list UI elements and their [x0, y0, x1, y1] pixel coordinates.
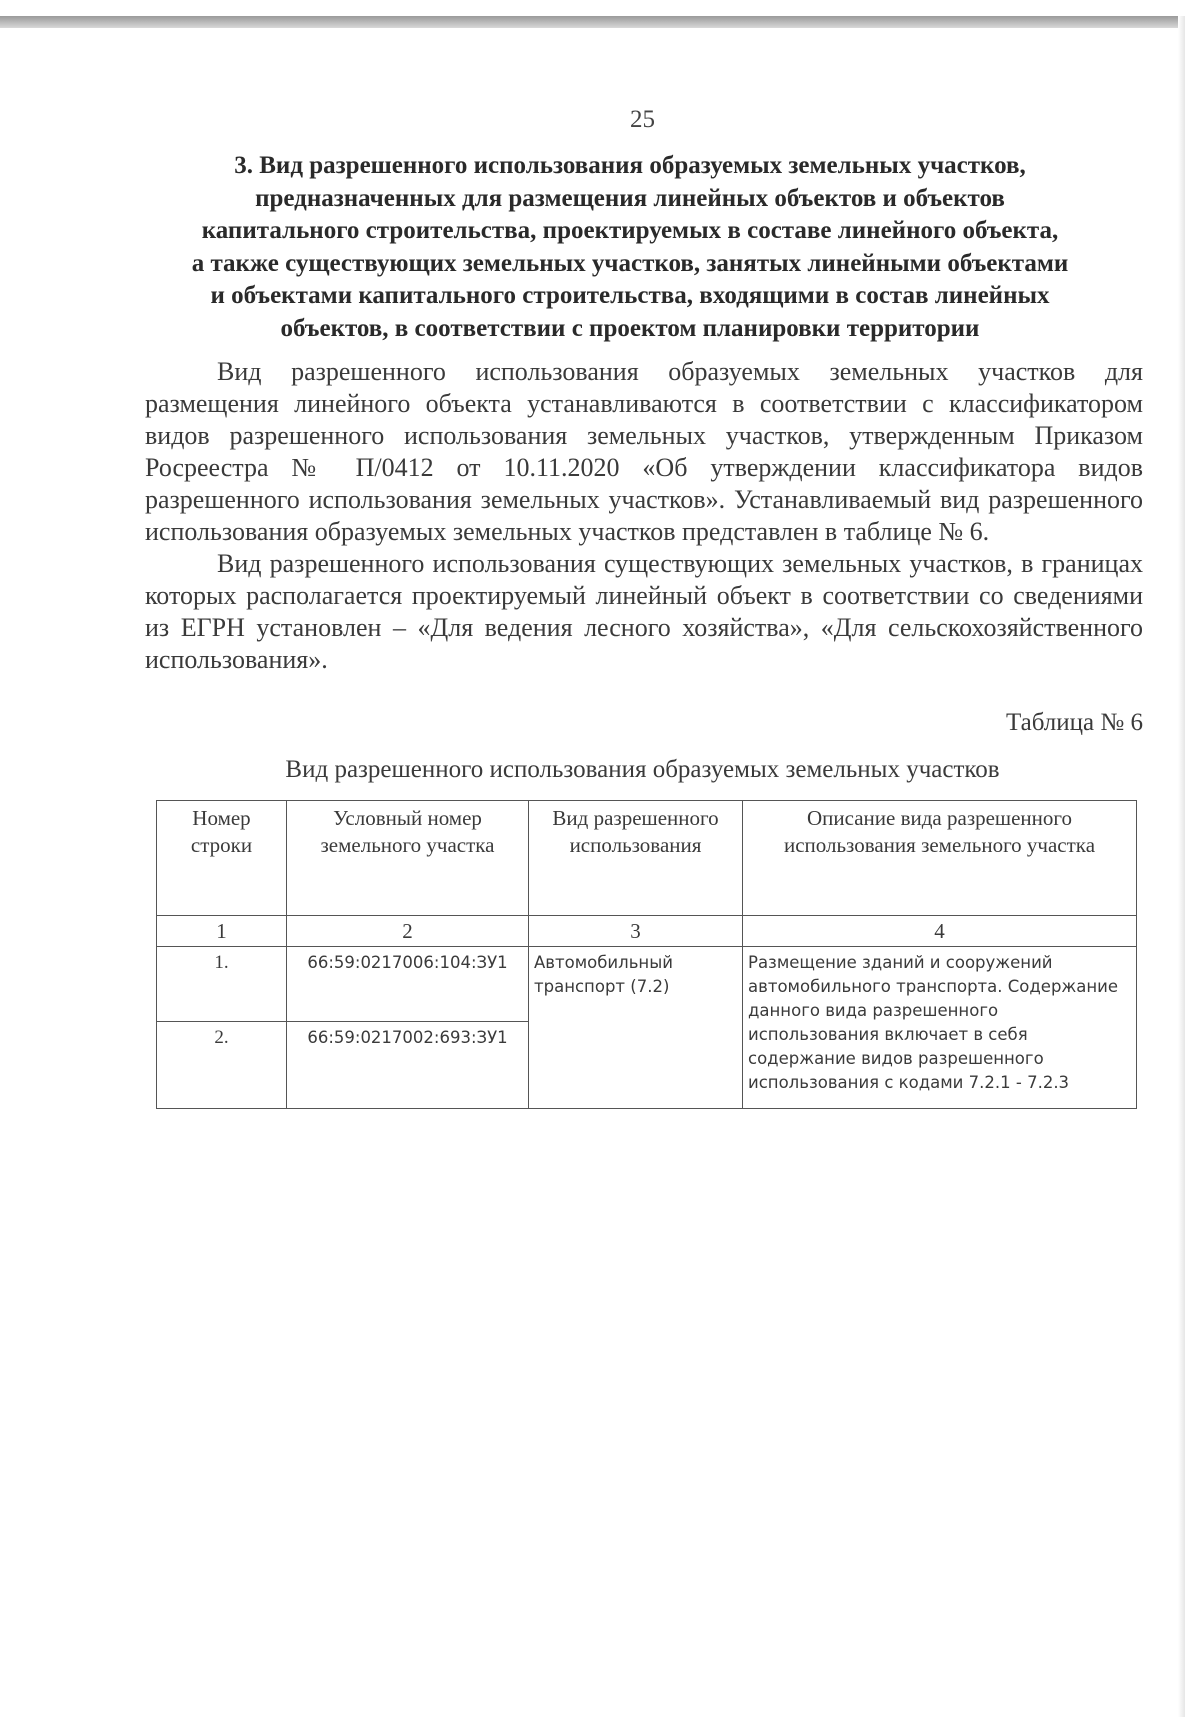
- column-number: 3: [529, 916, 743, 947]
- section-title-line: и объектами капитального строительства, входящими в состав линейных: [210, 282, 1050, 310]
- column-number-row: [157, 916, 1137, 947]
- scan-edge-right: [1178, 16, 1185, 1717]
- use-description-cell: Размещение зданий и сооружений автомобильного транспорта. Содержание данного вида разрешенного использования включает в себя содержание видов разрешенного использования с кодами 7.2.1 - 7.2.3: [743, 947, 1137, 1109]
- land-use-table: [156, 800, 1137, 1109]
- header-row-number: Номер строки: [157, 801, 287, 916]
- page-number: 25: [630, 106, 655, 133]
- header-use-description: Описание вида разрешенного использования земельного участка: [743, 801, 1137, 916]
- paragraph: Вид разрешенного использования существующих земельных участков, в границах которых располагается проектируемый линейный объект в соответствии со сведениями из ЕГРН установлен – «Для ведения лесного хозяйства», «Для сельскохозяйственного использования».: [145, 549, 1143, 674]
- section-title-line: а также существующих земельных участков, занятых линейными объектами: [191, 249, 1069, 277]
- parcel-number-cell: 66:59:0217006:104:ЗУ1: [287, 947, 529, 1022]
- parcel-number-cell: 66:59:0217002:693:ЗУ1: [287, 1022, 529, 1109]
- section-title-line: предназначенных для размещения линейных объектов и объектов: [255, 184, 1005, 212]
- table-header-row: [157, 801, 1137, 916]
- row-number-cell: 1.: [157, 947, 287, 1022]
- column-number: 2: [287, 916, 529, 947]
- section-title-line: 3. Вид разрешенного использования образуемых земельных участков,: [234, 152, 1026, 179]
- paragraph: Вид разрешенного использования образуемых земельных участков для размещения линейного объекта устанавливаются в соответствии с классификатором видов разрешенного использования земельных участков, утвержденным Приказом Росреестра № П/0412 от 10.11.2020 «Об утверждении классификатора видов разрешенного использования земельных участков». Устанавливаемый вид разрешенного использования образуемых земельных участков представлен в таблице № 6.: [145, 357, 1143, 546]
- row-number-cell: 2.: [157, 1022, 287, 1109]
- column-number: 4: [743, 916, 1137, 947]
- section-title-line: объектов, в соответствии с проектом планировки территории: [280, 314, 980, 342]
- table-row: [157, 947, 1137, 1022]
- column-number: 1: [157, 916, 287, 947]
- body-text: [145, 356, 1143, 676]
- header-permitted-use: Вид разрешенного использования: [529, 801, 743, 916]
- section-title-line: капитального строительства, проектируемых в составе линейного объекта,: [201, 217, 1059, 245]
- scan-edge-top: [0, 16, 1185, 28]
- permitted-use-cell: Автомобильный транспорт (7.2): [529, 947, 743, 1109]
- section-title: [130, 150, 1130, 346]
- header-parcel-number: Условный номер земельного участка: [287, 801, 529, 916]
- table-label: Таблица № 6: [1005, 709, 1143, 736]
- table-caption: Вид разрешенного использования образуемых земельных участков: [285, 756, 1000, 783]
